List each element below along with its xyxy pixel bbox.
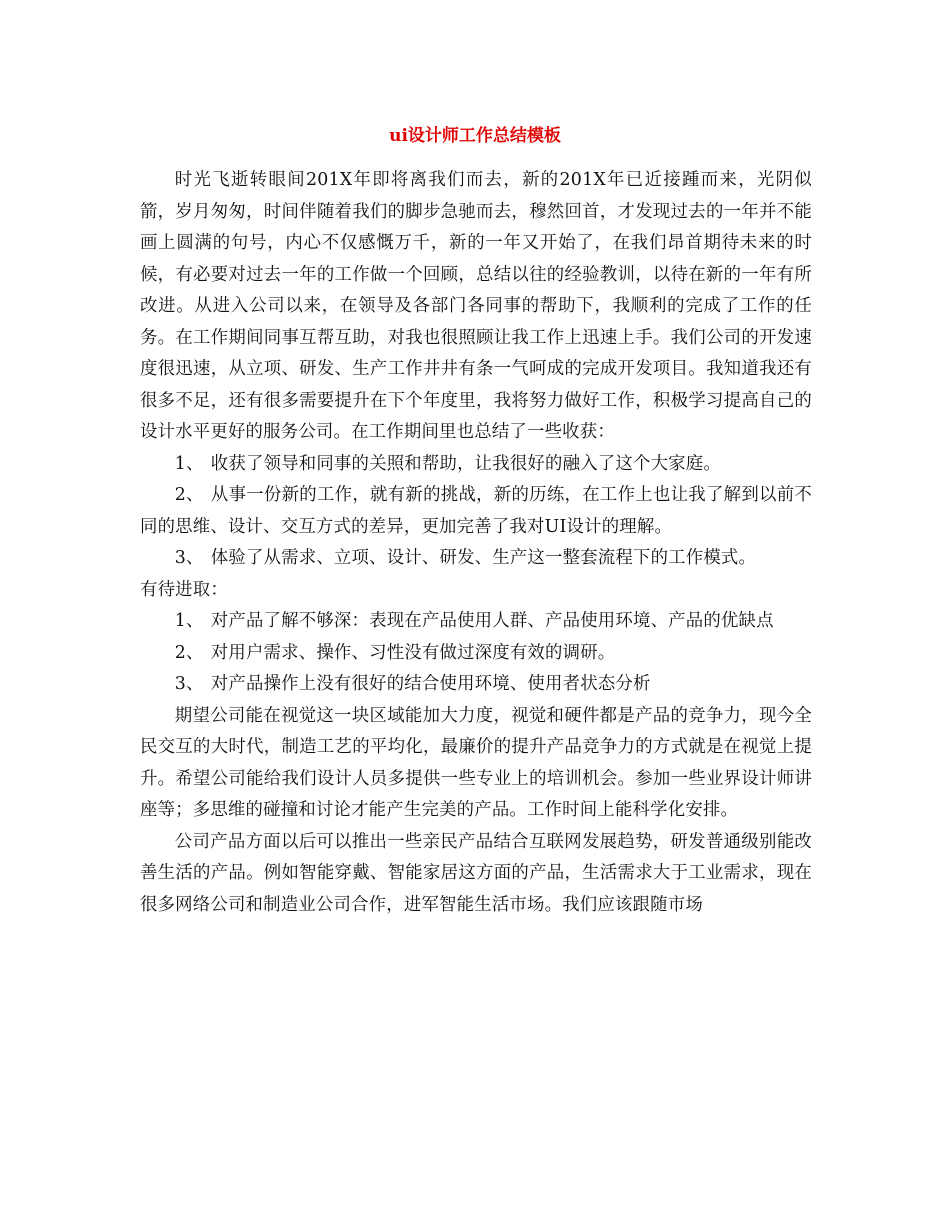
gain-item [140, 480, 812, 543]
improvement-number: 1、 [174, 611, 204, 631]
gain-text: 体验了从需求、立项、设计、研发、生产这一整套流程下的工作模式。 [210, 548, 757, 568]
improvement-item [140, 638, 812, 670]
document-title: ui设计师工作总结模板 [389, 126, 561, 146]
intro-paragraph: 时光飞逝转眼间201X年即将离我们而去，新的201X年已近接踵而来，光阴似箭，岁月匆匆，时间伴随着我们的脚步急驰而去，穆然回首，才发现过去的一年并不能画上圆满的句号，内心不仅感慨万千，新的一年又开始了，在我们昂首期待未来的时候，有必要对过去一年的工作做一个回顾，总结以往的经验教训，以待在新的一年有所改进。从进入公司以来，在领导及各部门各同事的帮助下，我顺利的完成了工作的任务。在工作期间同事互帮互助，对我也很照顾让我工作上迅速上手。我们公司的开发速度很迅速，从立项、研发、生产工作井井有条一气呵成的完成开发项目。我知道我还有很多不足，还有很多需要提升在下个年度里，我将努力做好工作，积极学习提高自己的设计水平更好的服务公司。在工作期间里也总结了一些收获： [140, 170, 812, 442]
gain-text: 收获了领导和同事的关照和帮助，让我很好的融入了这个大家庭。 [210, 453, 721, 474]
improvement-text: 对产品操作上没有很好的结合使用环境、使用者状态分析 [210, 674, 651, 694]
products-paragraph: 公司产品方面以后可以推出一些亲民产品结合互联网发展趋势，研发普通级别能改善生活的产品。例如智能穿戴、智能家居这方面的产品，生活需求大于工业需求，现在很多网络公司和制造业公司合作，进军智能生活市场。我们应该跟随市场 [140, 831, 812, 915]
gain-item [140, 449, 812, 481]
gain-number: 3、 [174, 548, 204, 568]
gain-number: 1、 [174, 453, 204, 474]
improvement-text: 对产品了解不够深：表现在产品使用人群、产品使用环境、产品的优缺点 [210, 611, 774, 631]
hope-paragraph: 期望公司能在视觉这一块区域能加大力度，视觉和硬件都是产品的竞争力，现今全民交互的大时代，制造工艺的平均化，最廉价的提升产品竞争力的方式就是在视觉上提升。希望公司能给我们设计人员多提供一些专业上的培训机会。参加一些业界设计师讲座等；多思维的碰撞和讨论才能产生完美的产品。工作时间上能科学化安排。 [140, 705, 812, 820]
improvement-number: 3、 [174, 674, 204, 694]
gain-item [140, 543, 812, 575]
improvement-item [140, 606, 812, 638]
document-body [140, 165, 812, 921]
improvement-text: 对用户需求、操作、习性没有做过深度有效的调研。 [210, 642, 616, 663]
improvement-number: 2、 [174, 642, 204, 663]
improve-label: 有待进取： [140, 579, 228, 600]
improvement-item [140, 669, 812, 701]
gain-number: 2、 [174, 485, 204, 505]
gain-text: 从事一份新的工作，就有新的挑战，新的历练，在工作上也让我了解到以前不同的思维、设计、交互方式的差异，更加完善了我对UI设计的理解。 [140, 485, 812, 537]
